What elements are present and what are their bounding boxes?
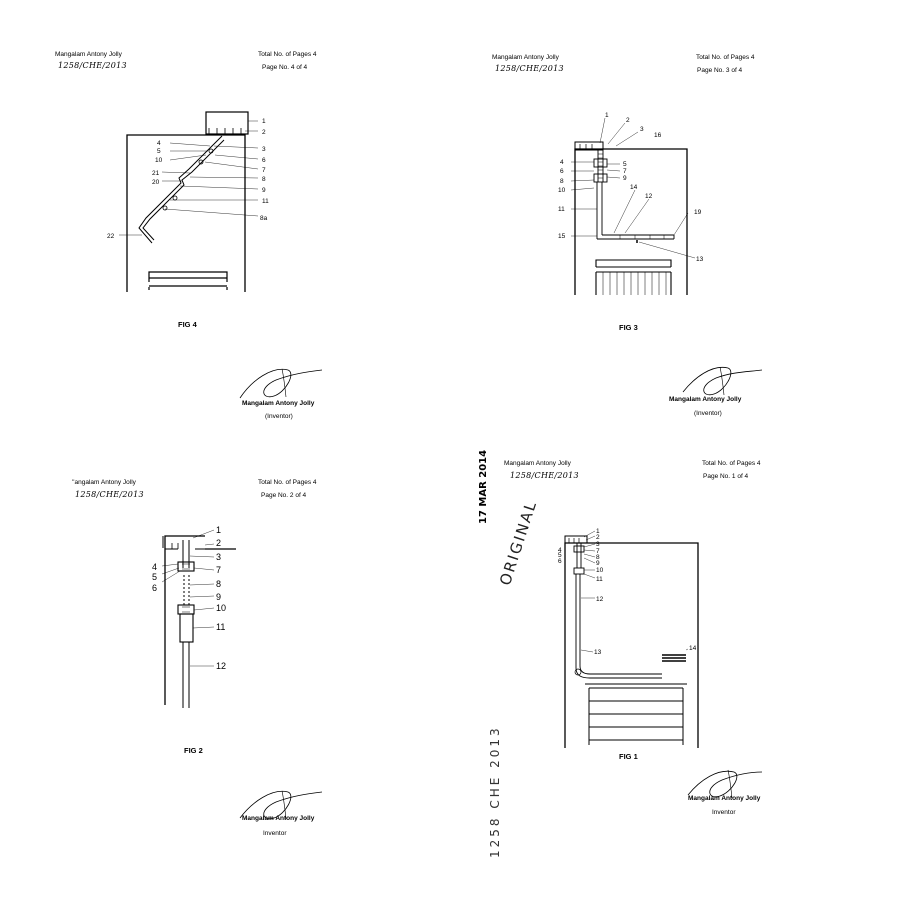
label-19: 19 bbox=[694, 209, 702, 216]
signature-role: (Inventor) bbox=[265, 413, 293, 420]
header-inventor-name: Mangalam Antony Jolly bbox=[504, 460, 571, 467]
label-3: 3 bbox=[596, 541, 600, 548]
label-8: 8 bbox=[216, 579, 222, 589]
label-4: 4 bbox=[560, 159, 564, 166]
label-15: 15 bbox=[558, 233, 566, 240]
label-14: 14 bbox=[689, 645, 697, 652]
label-9: 9 bbox=[623, 175, 627, 182]
label-8a: 8a bbox=[260, 215, 268, 222]
page-number: Page No. 4 of 4 bbox=[262, 64, 308, 71]
label-20: 20 bbox=[152, 179, 160, 186]
signature-role: Inventor bbox=[712, 809, 736, 816]
label-9: 9 bbox=[596, 560, 600, 567]
label-8: 8 bbox=[262, 176, 266, 183]
sheet-fig2 bbox=[0, 450, 450, 900]
label-12: 12 bbox=[596, 596, 604, 603]
label-13: 13 bbox=[696, 256, 704, 263]
label-5: 5 bbox=[157, 148, 161, 155]
label-11: 11 bbox=[558, 206, 565, 213]
label-9: 9 bbox=[216, 592, 222, 602]
figure-caption: FIG 4 bbox=[178, 320, 197, 329]
label-6: 6 bbox=[152, 583, 158, 593]
total-pages: Total No. of Pages 4 bbox=[258, 51, 317, 58]
label-2: 2 bbox=[216, 538, 222, 548]
figure-caption: FIG 2 bbox=[184, 746, 203, 755]
label-3: 3 bbox=[216, 552, 222, 562]
label-10: 10 bbox=[155, 157, 163, 164]
label-7: 7 bbox=[216, 565, 222, 575]
label-4: 4 bbox=[157, 140, 161, 147]
page-number: Page No. 3 of 4 bbox=[697, 67, 743, 74]
label-8: 8 bbox=[596, 554, 600, 561]
label-14: 14 bbox=[630, 184, 638, 191]
label-8: 8 bbox=[560, 178, 564, 185]
fig1-drawing bbox=[450, 450, 900, 900]
sheet-fig4 bbox=[0, 0, 450, 450]
label-10: 10 bbox=[216, 603, 227, 613]
signature-role: (Inventor) bbox=[694, 410, 722, 417]
fig4-drawing bbox=[0, 0, 450, 450]
date-stamp: 17 MAR 2014 bbox=[478, 449, 489, 524]
total-pages: Total No. of Pages 4 bbox=[258, 479, 317, 486]
label-11: 11 bbox=[262, 198, 269, 205]
label-7: 7 bbox=[623, 168, 627, 175]
label-12: 12 bbox=[216, 661, 227, 671]
label-10: 10 bbox=[596, 567, 604, 574]
label-11: 11 bbox=[596, 576, 603, 583]
application-number-handwritten: 1258/CHE/2013 bbox=[58, 61, 127, 70]
sheet-fig1 bbox=[450, 450, 900, 900]
label-7: 7 bbox=[596, 548, 600, 555]
label-5: 5 bbox=[558, 552, 562, 559]
fig2-drawing bbox=[0, 450, 450, 900]
label-2: 2 bbox=[262, 129, 266, 136]
label-6: 6 bbox=[560, 168, 564, 175]
label-16-top: 16 bbox=[654, 132, 662, 139]
label-1: 1 bbox=[262, 118, 266, 125]
total-pages: Total No. of Pages 4 bbox=[696, 54, 755, 61]
label-11: 11 bbox=[216, 622, 226, 632]
label-2: 2 bbox=[626, 117, 630, 124]
label-22: 22 bbox=[107, 233, 115, 240]
label-6: 6 bbox=[262, 157, 266, 164]
signature bbox=[688, 771, 762, 797]
label-5: 5 bbox=[623, 161, 627, 168]
signature-name: Mangalam Antony Jolly bbox=[669, 396, 742, 403]
application-number-handwritten: 1258/CHE/2013 bbox=[510, 471, 579, 480]
header-inventor-name: Mangalam Antony Jolly bbox=[492, 54, 559, 61]
signature-role: Inventor bbox=[263, 830, 287, 837]
label-4: 4 bbox=[558, 547, 562, 554]
label-12: 12 bbox=[645, 193, 653, 200]
label-9: 9 bbox=[262, 187, 266, 194]
page-number: Page No. 1 of 4 bbox=[703, 473, 749, 480]
label-1: 1 bbox=[596, 528, 600, 535]
label-21: 21 bbox=[152, 170, 160, 177]
figure-caption: FIG 1 bbox=[619, 752, 638, 761]
header-inventor-name: Mangalam Antony Jolly bbox=[55, 51, 122, 58]
page-number: Page No. 2 of 4 bbox=[261, 492, 307, 499]
fig3-drawing bbox=[450, 0, 900, 450]
number-stamp: 1258 CHE 2013 bbox=[488, 725, 502, 858]
signature-name: Mangalam Antony Jolly bbox=[688, 795, 761, 802]
label-1: 1 bbox=[605, 112, 609, 119]
label-6: 6 bbox=[558, 558, 562, 565]
signature-name: Mangalam Antony Jolly bbox=[242, 400, 315, 407]
sheet-fig3 bbox=[450, 0, 900, 450]
label-4: 4 bbox=[152, 562, 158, 572]
label-3: 3 bbox=[262, 146, 266, 153]
label-2: 2 bbox=[596, 534, 600, 541]
application-number-handwritten: 1258/CHE/2013 bbox=[495, 64, 564, 73]
total-pages: Total No. of Pages 4 bbox=[702, 460, 761, 467]
signature bbox=[240, 369, 322, 398]
label-13: 13 bbox=[594, 649, 602, 656]
signature-name: Mangalam Antony Jolly bbox=[242, 815, 315, 822]
figure-caption: FIG 3 bbox=[619, 323, 638, 332]
original-stamp: ORIGINAL bbox=[496, 497, 541, 588]
label-3: 3 bbox=[640, 126, 644, 133]
application-number-handwritten: 1258/CHE/2013 bbox=[75, 490, 144, 499]
label-7: 7 bbox=[262, 167, 266, 174]
header-inventor-name: ''angalam Antony Jolly bbox=[72, 479, 136, 486]
label-10: 10 bbox=[558, 187, 566, 194]
label-5: 5 bbox=[152, 572, 158, 582]
label-1: 1 bbox=[216, 525, 222, 535]
